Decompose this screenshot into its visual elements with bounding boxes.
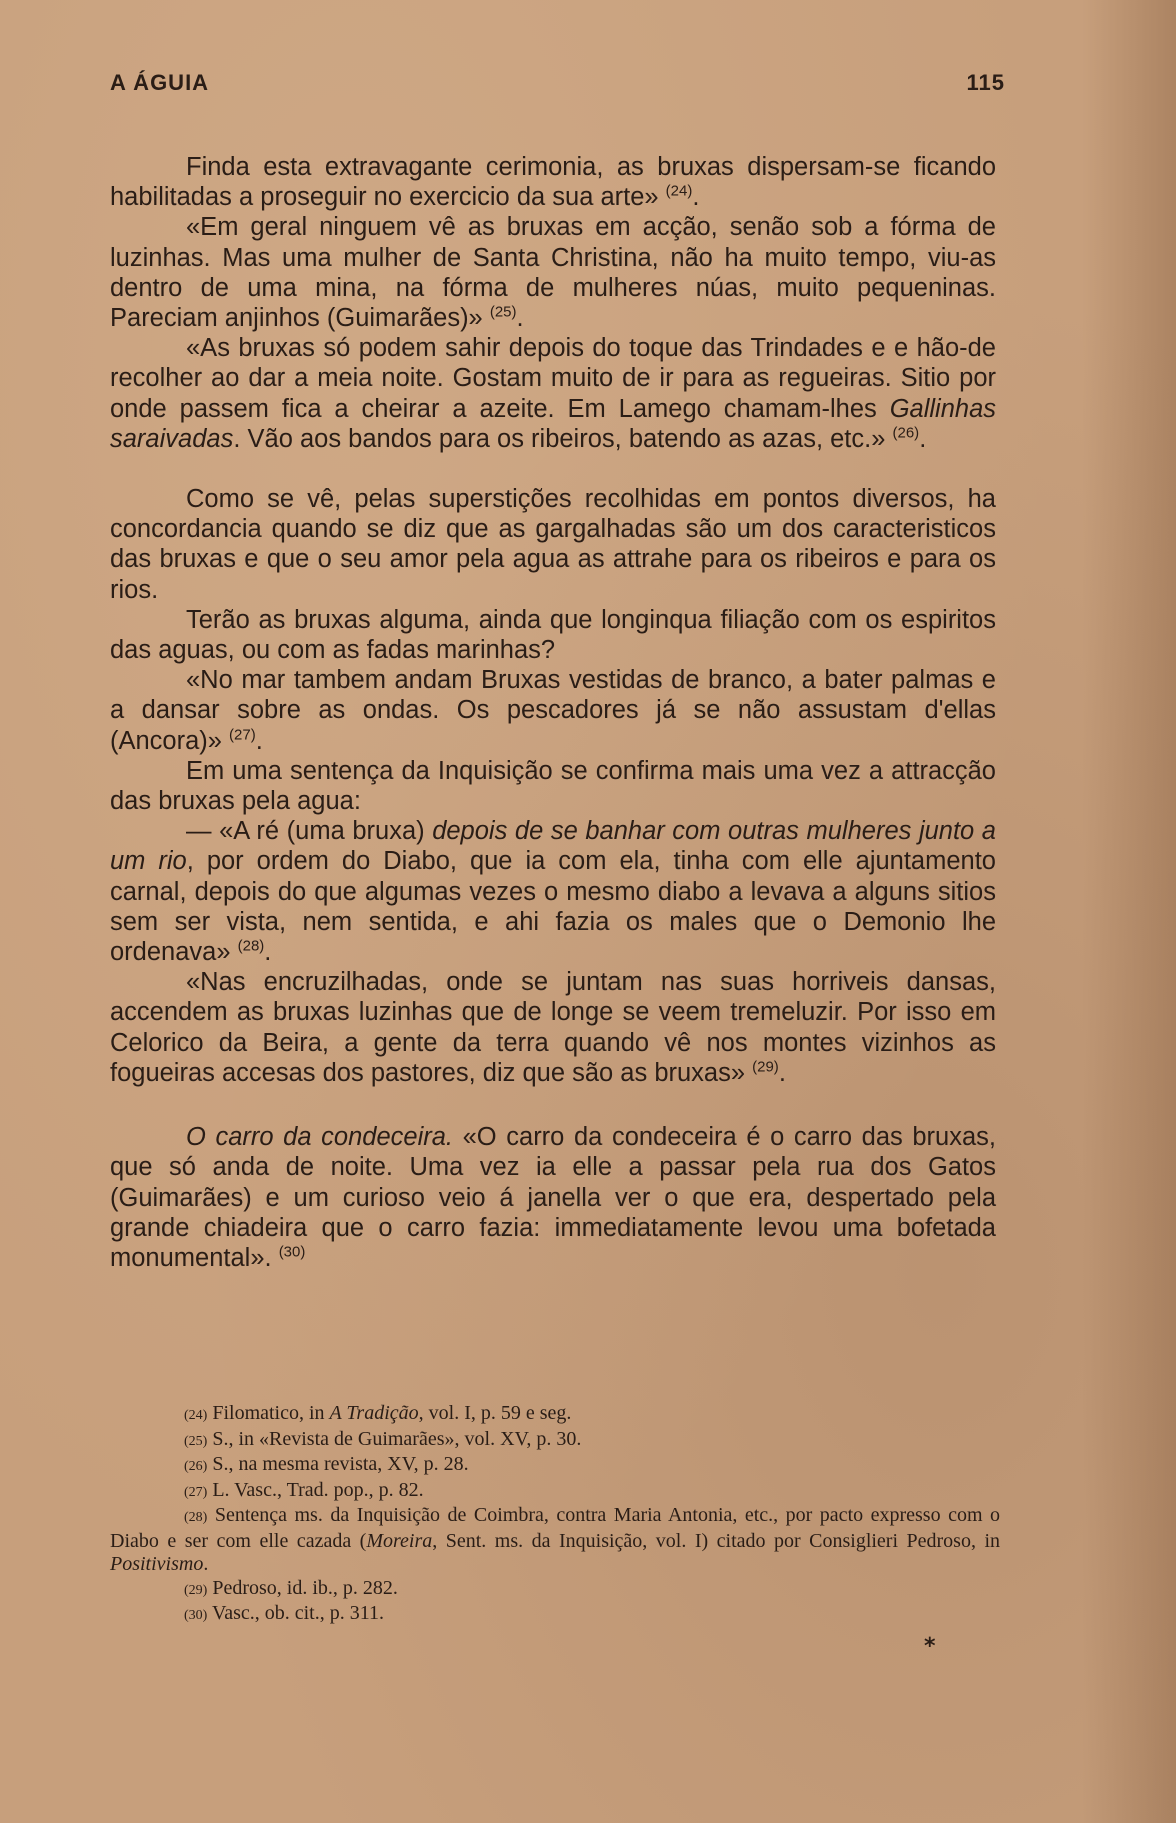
footnote-number: (24) (184, 1408, 208, 1423)
section-heading: O carro da condeceira. (186, 1123, 453, 1152)
footnote-ref: (25) (489, 303, 517, 321)
footnote-ref: (27) (229, 726, 256, 744)
journal-title: A ÁGUIA (110, 70, 210, 95)
paragraph: O carro da condeceira. «O carro da condeceira é o carro das bruxas, que só anda de noite. Uma vez ia elle a passar pela rua dos Gatos (Guimarães) e um curioso veio á janella ver o que era, despertado pela grande chiadeira que o carro fazia: immediatamente levou uma bofetada monumental». $^{(30)}$ (110, 1123, 997, 1272)
footnote: (29) Pedroso, id. ib., p. 282. (184, 1576, 398, 1599)
main-text (110, 152, 996, 1273)
footnote-number: (28) (184, 1510, 208, 1525)
paragraph: Finda esta extravagante cerimonia, as bruxas dispersam-se ficando habilitadas a proseguir no exercicio da sua arte» $^{(24)}$. (110, 153, 996, 212)
footnote-ref: (28) (237, 937, 265, 955)
italic-phrase: depois de se banhar com outras mulheres junto a um rio (110, 817, 996, 876)
footnote-ref: (26) (892, 424, 920, 442)
paragraph: «No mar tambem andam Bruxas vestidas de branco, a bater palmas e a dansar sobre as ondas. Os pescadores já se não assustam d'ellas (Ancora)» $^{(27)}$. (110, 666, 996, 755)
paragraph: «Nas encruzilhadas, onde se juntam nas suas horriveis dansas, accendem as bruxas luzinhas que de longe se veem tremeluzir. Por isso em Celorico da Beira, a gente da terra quando vê nos montes vizinhos as fogueiras accesas dos pastores, diz que são as bruxas» $^{(29)}$. (110, 968, 996, 1087)
running-header (110, 70, 1005, 96)
footnote: (26) S., na mesma revista, XV, p. 28. (184, 1453, 469, 1475)
footnote-number: (27) (184, 1484, 208, 1500)
paragraph: «As bruxas só podem sahir depois do toque das Trindades e e hão-de recolher ao dar a meia noite. Gostam muito de ir para as regueiras. Sitio por onde passem fica a cheirar a azeite. Em Lamego chamam-lhes Gallinhas saraivadas. Vão aos bandos para os ribeiros, batendo as azas, etc.» $^{(26)}$. (110, 334, 996, 453)
footnote-ref: (29) (752, 1058, 779, 1076)
footnote-ref: (30) (278, 1243, 306, 1261)
footnote: (25) S., in «Revista de Guimarães», vol. XV, p. 30. (184, 1427, 582, 1450)
paragraph: Terão as bruxas alguma, ainda que longinqua filiação com os espiritos das aguas, ou com as fadas marinhas? (110, 605, 996, 665)
footnote: (30) Vasc., ob. cit., p. 311. (184, 1602, 384, 1624)
footnotes (110, 1402, 1000, 1628)
paragraph: Em uma sentença da Inquisição se confirma mais uma vez a attracção das bruxas pela agua: (110, 756, 996, 816)
footnote: (27) L. Vasc., Trad. pop., p. 82. (184, 1478, 424, 1501)
footnote: (24) Filomatico, in A Tradição, vol. I, p. 59 e seg. (184, 1402, 572, 1424)
signature-mark: * (924, 1634, 936, 1659)
paragraph: Como se vê, pelas superstições recolhidas em pontos diversos, ha concordancia quando se diz que as gargalhadas são um dos caracteristicos das bruxas e que o seu amor pela agua as attrahe para os ribeiros e para os rios. (110, 485, 996, 604)
paragraph: — «A ré (uma bruxa) depois de se banhar com outras mulheres junto a um rio, por ordem do Diabo, que ia com ela, tinha com elle ajuntamento carnal, depois do que algumas vezes o mesmo diabo a levava a alguns sitios sem ser vista, nem sentida, e ahi fazia os males que o Demonio lhe ordenava» $^{(28)}$. (110, 817, 996, 967)
page-number: 115 (966, 70, 1005, 95)
footnote-number: (25) (184, 1433, 208, 1449)
paragraph: «Em geral ninguem vê as bruxas em acção, senão sob a fórma de luzinhas. Mas uma mulher de Santa Christina, não ha muito tempo, viu-as dentro de uma mina, na fórma de mulheres núas, muito pequeninas. Pareciam anjinhos (Guimarães)» $^{(25)}$. (110, 213, 996, 333)
footnote-ref: (24) (665, 182, 693, 200)
footnote-number: (29) (184, 1582, 208, 1598)
footnote: (28) Sentença ms. da Inquisição de Coimbra, contra Maria Antonia, etc., por pacto expresso com o Diabo e ser com elle cazada (Moreira, Sent. ms. da Inquisição, vol. I) citado por Consiglieri Pedroso, in Positivismo. (110, 1504, 1000, 1575)
footnote-number: (26) (184, 1459, 208, 1474)
italic-term: Gallinhas saraivadas (110, 394, 996, 453)
footnote-number: (30) (184, 1608, 208, 1623)
